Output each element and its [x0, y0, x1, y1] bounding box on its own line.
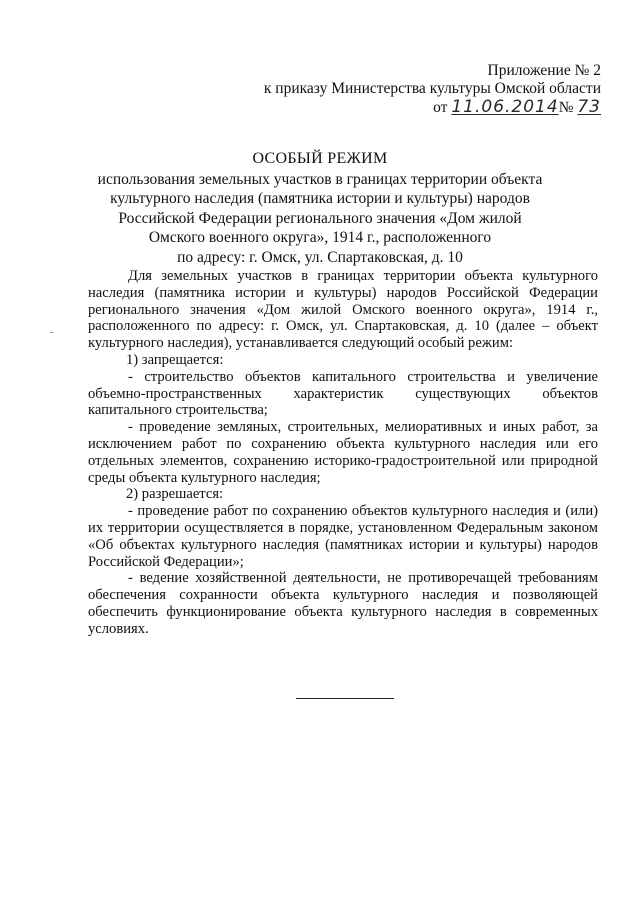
annex-title: Приложение № 2	[487, 62, 601, 79]
allowed-item: - проведение работ по сохранению объектов культурного наследия и (или) их территории осуществляется в порядке, установленном Федеральным законом «Об объектах культурного наследия (памятниках истории и культуры) народов Российской Федерации»;	[88, 503, 598, 570]
allowed-item: - ведение хозяйственной деятельности, не противоречащей требованиям обеспечения сохранности объекта культурного наследия и позволяющей обеспечить функционирование объекта культурного наследия в современных условиях.	[88, 570, 598, 637]
title-line: использования земельных участков в границах территории объекта	[97, 170, 543, 188]
title-heading: ОСОБЫЙ РЕЖИМ	[252, 150, 388, 167]
prohibited-item: - проведение земляных, строительных, мелиоративных и иных работ, за исключением работ по сохранению объекта культурного наследия или его отдельных элементов, сохранению историко-градостроительной или природной среды объекта культурного наследия;	[88, 419, 598, 486]
order-reference: к приказу Министерства культуры Омской области	[263, 80, 601, 97]
document-body	[88, 268, 598, 638]
handwritten-number: 73	[577, 97, 601, 117]
scan-mark	[50, 332, 53, 333]
number-prefix: №	[558, 99, 574, 116]
allowed-label: 2) разрешается:	[126, 486, 224, 503]
prohibited-label: 1) запрещается:	[126, 351, 224, 368]
annex-header	[264, 62, 601, 117]
document-title	[60, 149, 580, 267]
title-line: Российской Федерации регионального значения «Дом жилой	[118, 209, 522, 227]
order-date-line	[264, 98, 601, 117]
title-line: по адресу: г. Омск, ул. Спартаковская, д. 10	[177, 248, 463, 266]
handwritten-date: 11.06.2014	[451, 97, 559, 117]
intro-paragraph: Для земельных участков в границах территории объекта культурного наследия (памятника истории и культуры) народов Российской Федерации регионального значения «Дом жилой Омского военного округа», 1914 г., расположенного по адресу: г. Омск, ул. Спартаковская, д. 10 (далее – объект культурного наследия), устанавливается следующий особый режим:	[88, 268, 598, 352]
prohibited-item: - строительство объектов капитального строительства и увеличение объемно-пространственных характеристик существующих объектов капитального строительства;	[88, 368, 598, 419]
title-line: Омского военного округа», 1914 г., расположенного	[148, 229, 492, 246]
title-line: культурного наследия (памятника истории и культуры) народов	[110, 190, 530, 207]
date-prefix: от	[433, 99, 448, 116]
closing-divider	[296, 698, 394, 699]
